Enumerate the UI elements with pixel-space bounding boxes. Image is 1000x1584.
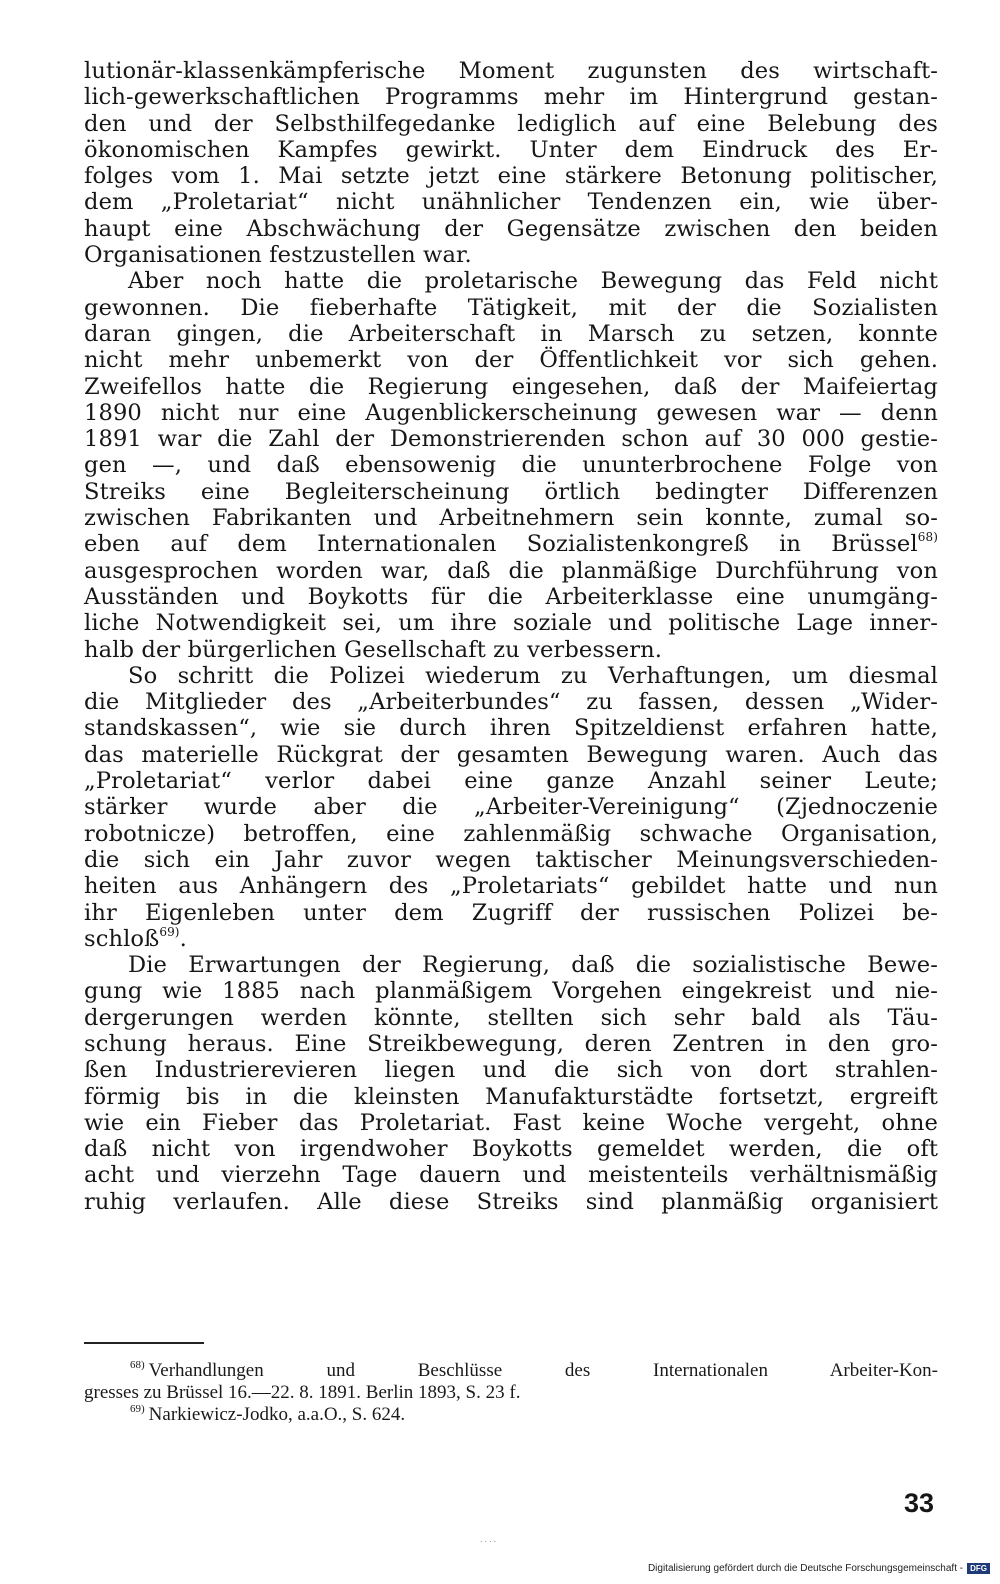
text-line <box>84 926 938 952</box>
text-line: Organisationen festzustellen war. <box>84 242 472 269</box>
text-line: lich-gewerkschaftlichen Programms mehr im Hintergrund gestan- <box>84 84 938 111</box>
footnote-number: 68) <box>130 1359 145 1371</box>
text-line: „Proletariat“ verlor dabei eine ganze Anzahl seiner Leute; <box>84 768 938 795</box>
text-line: nicht mehr unbemerkt von der Öffentlichkeit vor sich gehen. <box>84 347 938 374</box>
text-line: heiten aus Anhängern des „Proletariats“ gebildet hatte und nun <box>84 873 938 900</box>
text-line: dergerungen werden könnte, stellten sich sehr bald als Täu- <box>84 1004 938 1031</box>
text-line: Ausständen und Boykotts für die Arbeiterklasse eine unumgäng- <box>84 583 938 610</box>
text-line: halb der bürgerlichen Gesellschaft zu verbessern. <box>84 636 663 663</box>
text-line: gewonnen. Die fieberhafte Tätigkeit, mit der die Sozialisten <box>84 294 938 321</box>
footnote-text: Verhandlungen und Beschlüsse des Internationalen Arbeiter-Kon- <box>148 1360 938 1381</box>
text-line: standskassen“, wie sie durch ihren Spitzeldienst erfahren hatte, <box>84 715 938 742</box>
text-line: acht und vierzehn Tage dauern und meistenteils verhältnismäßig <box>84 1162 938 1189</box>
footnote-divider <box>84 1342 204 1344</box>
text-line: Aber noch hatte die proletarische Bewegung das Feld nicht <box>128 268 938 295</box>
digitization-credit <box>648 1563 990 1574</box>
text-line: Die Erwartungen der Regierung, daß die sozialistische Bewe- <box>128 952 938 979</box>
text-line: ausgesprochen worden war, daß die planmäßige Durchführung von <box>84 557 938 584</box>
text-line: das materielle Rückgrat der gesamten Bewegung waren. Auch das <box>84 741 938 768</box>
text-segment: . <box>179 925 187 952</box>
text-line: haupt eine Abschwächung der Gegensätze zwischen den beiden <box>84 215 938 242</box>
text-segment: schloß <box>84 925 160 952</box>
text-line: robotnicze) betroffen, eine zahlenmäßig schwache Organisation, <box>84 820 938 847</box>
page-number: 33 <box>903 1488 934 1518</box>
text-line: ßen Industrierevieren liegen und die sich von dort strahlen- <box>84 1057 938 1084</box>
footnotes <box>84 1360 938 1426</box>
footnote-68-continued: gresses zu Brüssel 16.—22. 8. 1891. Berlin 1893, S. 23 f. <box>84 1382 521 1403</box>
text-line: daß nicht von irgendwoher Boykotts gemeldet werden, die oft <box>84 1136 938 1163</box>
text-line: lutionär-klassenkämpferische Moment zugunsten des wirtschaft- <box>84 58 938 84</box>
text-line: So schritt die Polizei wiederum zu Verhaftungen, um diesmal <box>128 662 938 689</box>
text-line: die Mitglieder des „Arbeiterbundes“ zu fassen, dessen „Wider- <box>84 689 938 716</box>
text-line: ökonomischen Kampfes gewirkt. Unter dem Eindruck des Er- <box>84 136 938 163</box>
text-line: stärker wurde aber die „Arbeiter-Vereinigung“ (Zjednoczenie <box>84 794 938 821</box>
credit-text: Digitalisierung gefördert durch die Deutsche Forschungsgemeinschaft - <box>647 1563 964 1574</box>
text-line: gung wie 1885 nach planmäßigem Vorgehen eingekreist und nie- <box>84 978 938 1005</box>
footnote-text: Narkiewicz-Jodko, a.a.O., S. 624. <box>148 1404 406 1425</box>
text-line: gen —, und daß ebensowenig die ununterbrochene Folge von <box>84 452 938 479</box>
text-line: 1891 war die Zahl der Demonstrierenden schon auf 30 000 gestie- <box>84 426 938 453</box>
body-text <box>84 58 938 1215</box>
text-line: förmig bis in die kleinsten Manufakturstädte fortsetzt, ergreift <box>84 1083 938 1110</box>
footnote-ref-68: 68) <box>917 530 938 545</box>
text-line <box>84 531 938 557</box>
text-line: folges vom 1. Mai setzte jetzt eine stärkere Betonung politischer, <box>84 163 938 190</box>
footnote-69 <box>84 1404 938 1426</box>
footnote-ref-69: 69) <box>159 924 180 939</box>
text-line: schung heraus. Eine Streikbewegung, deren Zentren in den gro- <box>84 1030 938 1057</box>
text-line: ihr Eigenleben unter dem Zugriff der russischen Polizei be- <box>84 899 938 926</box>
scan-marks: .... <box>480 1535 499 1544</box>
text-line: ruhig verlaufen. Alle diese Streiks sind planmäßig organisiert <box>84 1188 938 1215</box>
text-line: den und der Selbsthilfegedanke lediglich auf eine Belebung des <box>84 110 938 137</box>
text-line: liche Notwendigkeit sei, um ihre soziale und politische Lage inner- <box>84 610 938 637</box>
text-line: wie ein Fieber das Proletariat. Fast keine Woche vergeht, ohne <box>84 1109 938 1136</box>
footnote-number: 69) <box>130 1403 145 1415</box>
text-line: Zweifellos hatte die Regierung eingesehen, daß der Maifeiertag <box>84 373 938 400</box>
text-segment: eben auf dem Internationalen Sozialistenkongreß in Brüssel <box>84 531 918 558</box>
text-line: 1890 nicht nur eine Augenblickerscheinung gewesen war — denn <box>84 399 938 426</box>
text-line: daran gingen, die Arbeiterschaft in Marsch zu setzen, konnte <box>84 320 938 347</box>
dfg-logo: DFG <box>967 1563 990 1574</box>
text-line: Streiks eine Begleiterscheinung örtlich bedingter Differenzen <box>84 478 938 505</box>
footnote-68 <box>84 1360 938 1382</box>
text-line: zwischen Fabrikanten und Arbeitnehmern sein konnte, zumal so- <box>84 505 938 532</box>
text-line: dem „Proletariat“ nicht unähnlicher Tendenzen ein, wie über- <box>84 189 938 216</box>
text-line: die sich ein Jahr zuvor wegen taktischer Meinungsverschieden- <box>84 846 938 873</box>
